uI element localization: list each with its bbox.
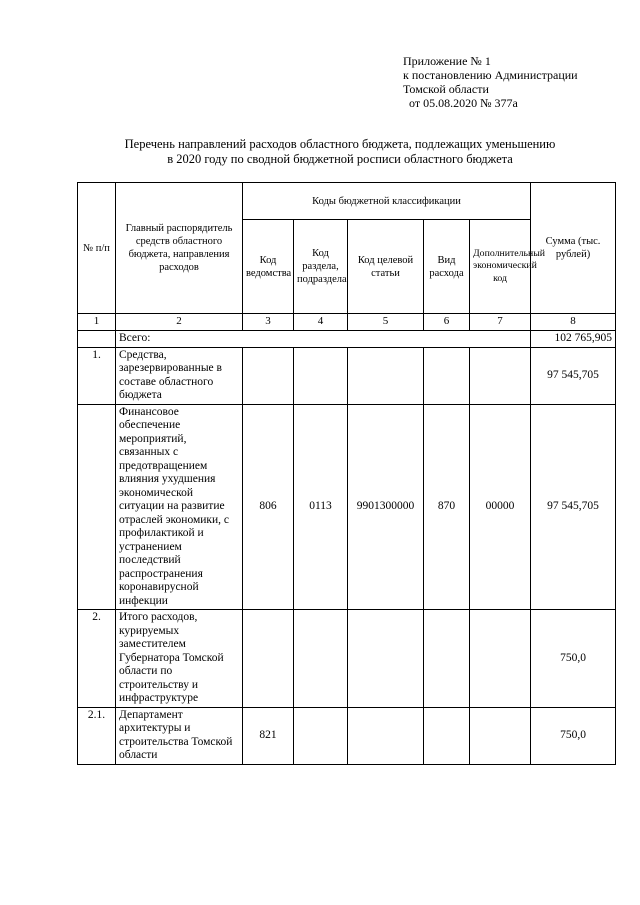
header-target-code: Код целевой статьи bbox=[348, 220, 424, 314]
table-row bbox=[78, 347, 616, 404]
row-econ bbox=[470, 707, 531, 764]
header-num: № п/п bbox=[78, 183, 116, 314]
row-num: 1. bbox=[78, 347, 116, 404]
appendix-region: Томской области bbox=[403, 82, 489, 96]
column-number: 4 bbox=[294, 314, 348, 331]
row-amount: 97 545,705 bbox=[531, 404, 616, 610]
header-manager: Главный распорядитель средств областного бюджета, направления расходов bbox=[116, 183, 243, 314]
column-number: 6 bbox=[424, 314, 470, 331]
table-row bbox=[78, 707, 616, 764]
appendix-header bbox=[403, 54, 578, 110]
row-dept bbox=[243, 347, 294, 404]
row-econ bbox=[470, 347, 531, 404]
row-num: 2.1. bbox=[78, 707, 116, 764]
total-label: Всего: bbox=[116, 331, 531, 348]
column-number: 2 bbox=[116, 314, 243, 331]
table-row bbox=[78, 610, 616, 708]
row-econ bbox=[470, 610, 531, 708]
row-target bbox=[348, 707, 424, 764]
appendix-number: Приложение № 1 bbox=[403, 54, 491, 68]
row-section: 0113 bbox=[294, 404, 348, 610]
column-number: 3 bbox=[243, 314, 294, 331]
row-amount: 97 545,705 bbox=[531, 347, 616, 404]
row-name: Средства, зарезервированные в составе областного бюджета bbox=[116, 347, 243, 404]
row-amount: 750,0 bbox=[531, 610, 616, 708]
row-type: 870 bbox=[424, 404, 470, 610]
row-section bbox=[294, 347, 348, 404]
title-line-1: Перечень направлений расходов областного бюджета, подлежащих уменьшению bbox=[124, 137, 556, 151]
appendix-reference: к постановлению Администрации bbox=[403, 68, 578, 82]
row-type bbox=[424, 610, 470, 708]
total-row bbox=[78, 331, 616, 348]
header-codes-group: Коды бюджетной классификации bbox=[243, 183, 531, 220]
header-econ-code: Дополнительный экономический код bbox=[470, 220, 531, 314]
row-type bbox=[424, 707, 470, 764]
header-section-code: Код раздела, подраздела bbox=[294, 220, 348, 314]
header-expense-type: Вид расхода bbox=[424, 220, 470, 314]
header-dept-code: Код ведомства bbox=[243, 220, 294, 314]
row-target bbox=[348, 610, 424, 708]
title-line-2: в 2020 году по сводной бюджетной росписи областного бюджета bbox=[167, 152, 513, 166]
row-econ: 00000 bbox=[470, 404, 531, 610]
column-number: 5 bbox=[348, 314, 424, 331]
row-section bbox=[294, 707, 348, 764]
budget-table bbox=[77, 182, 616, 765]
row-dept: 806 bbox=[243, 404, 294, 610]
appendix-date: от 05.08.2020 № 377а bbox=[409, 96, 518, 110]
row-name: Итого расходов, курируемых заместителем Губернатора Томской области по строительству и инфраструктуре bbox=[116, 610, 243, 708]
header-row-1 bbox=[78, 183, 616, 220]
row-section bbox=[294, 610, 348, 708]
row-dept bbox=[243, 610, 294, 708]
document-title bbox=[60, 137, 620, 167]
row-name: Финансовое обеспечение мероприятий, связанных с предотвращением влияния ухудшения экономической ситуации на развитие отраслей экономики, с профилактикой и устранением последствий распространения коронавирусной инфекции bbox=[116, 404, 243, 610]
row-dept: 821 bbox=[243, 707, 294, 764]
row-amount: 750,0 bbox=[531, 707, 616, 764]
table-row bbox=[78, 404, 616, 610]
row-target bbox=[348, 347, 424, 404]
row-type bbox=[424, 347, 470, 404]
total-amount: 102 765,905 bbox=[531, 331, 616, 348]
column-number: 1 bbox=[78, 314, 116, 331]
row-num: 2. bbox=[78, 610, 116, 708]
column-numbers-row bbox=[78, 314, 616, 331]
column-number: 7 bbox=[470, 314, 531, 331]
header-amount: Сумма (тыс. рублей) bbox=[531, 183, 616, 314]
row-name: Департамент архитектуры и строительства Томской области bbox=[116, 707, 243, 764]
column-number: 8 bbox=[531, 314, 616, 331]
row-target: 9901300000 bbox=[348, 404, 424, 610]
row-num bbox=[78, 404, 116, 610]
